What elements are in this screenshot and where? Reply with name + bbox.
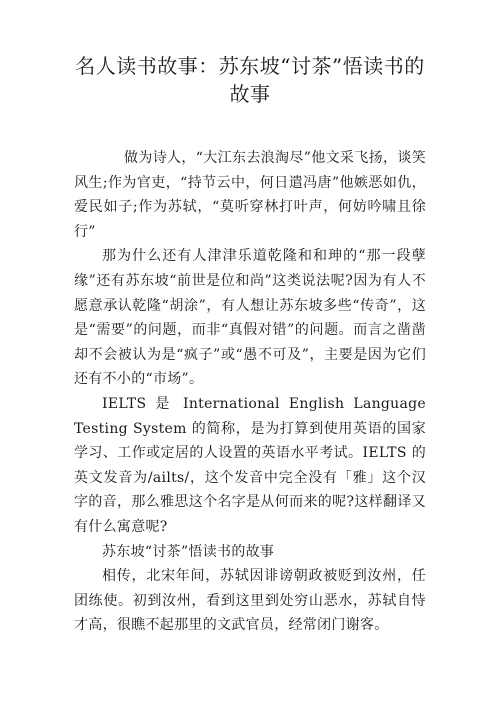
document-title: 名人读书故事：苏东坡“讨茶”悟读书的故事 — [75, 54, 425, 106]
paragraph-2: 那为什么还有人津津乐道乾隆和和珅的“那一段孽缘”还有苏东坡“前世是位和尚”这类说法呢?因为有人不愿意承认乾隆“胡涂”，有人想让苏东坡多些“传奇”，这是“需要”的问题，而非“真假对错”的问题。而言之凿凿却不会被认为是“疯子”或“愚不可及”，主要是因为它们还有不小的“市场”。 — [74, 248, 426, 388]
paragraph-1: 做为诗人，“大江东去浪淘尽”他文采飞扬，谈笑风生;作为官吏，“持节云中，何日遣冯唐”他嫉恶如仇，爱民如子;作为苏轼，“莫听穿林打叶声，何妨吟啸且徐行” — [74, 150, 426, 240]
paragraph-3: IELTS 是 International English Language Testing System 的简称，是为打算到使用英语的国家学习、工作或定居的人设置的英语水平考试。IELTS 的英文发音为/ailts/，这个发音中完全没有「雅」这个汉字的音，那么雅思这个名字是从何而来的呢?这样翻译又有什么寓意呢? — [74, 395, 426, 535]
section-heading: 苏东坡“讨茶”悟读书的故事 — [102, 543, 275, 560]
paragraph-4: 相传，北宋年间，苏轼因诽谤朝政被贬到汝州，任团练使。初到汝州，看到这里到处穷山恶水，苏轼自恃才高，很瞧不起那里的文武官员，经常闭门谢客。 — [74, 568, 426, 634]
